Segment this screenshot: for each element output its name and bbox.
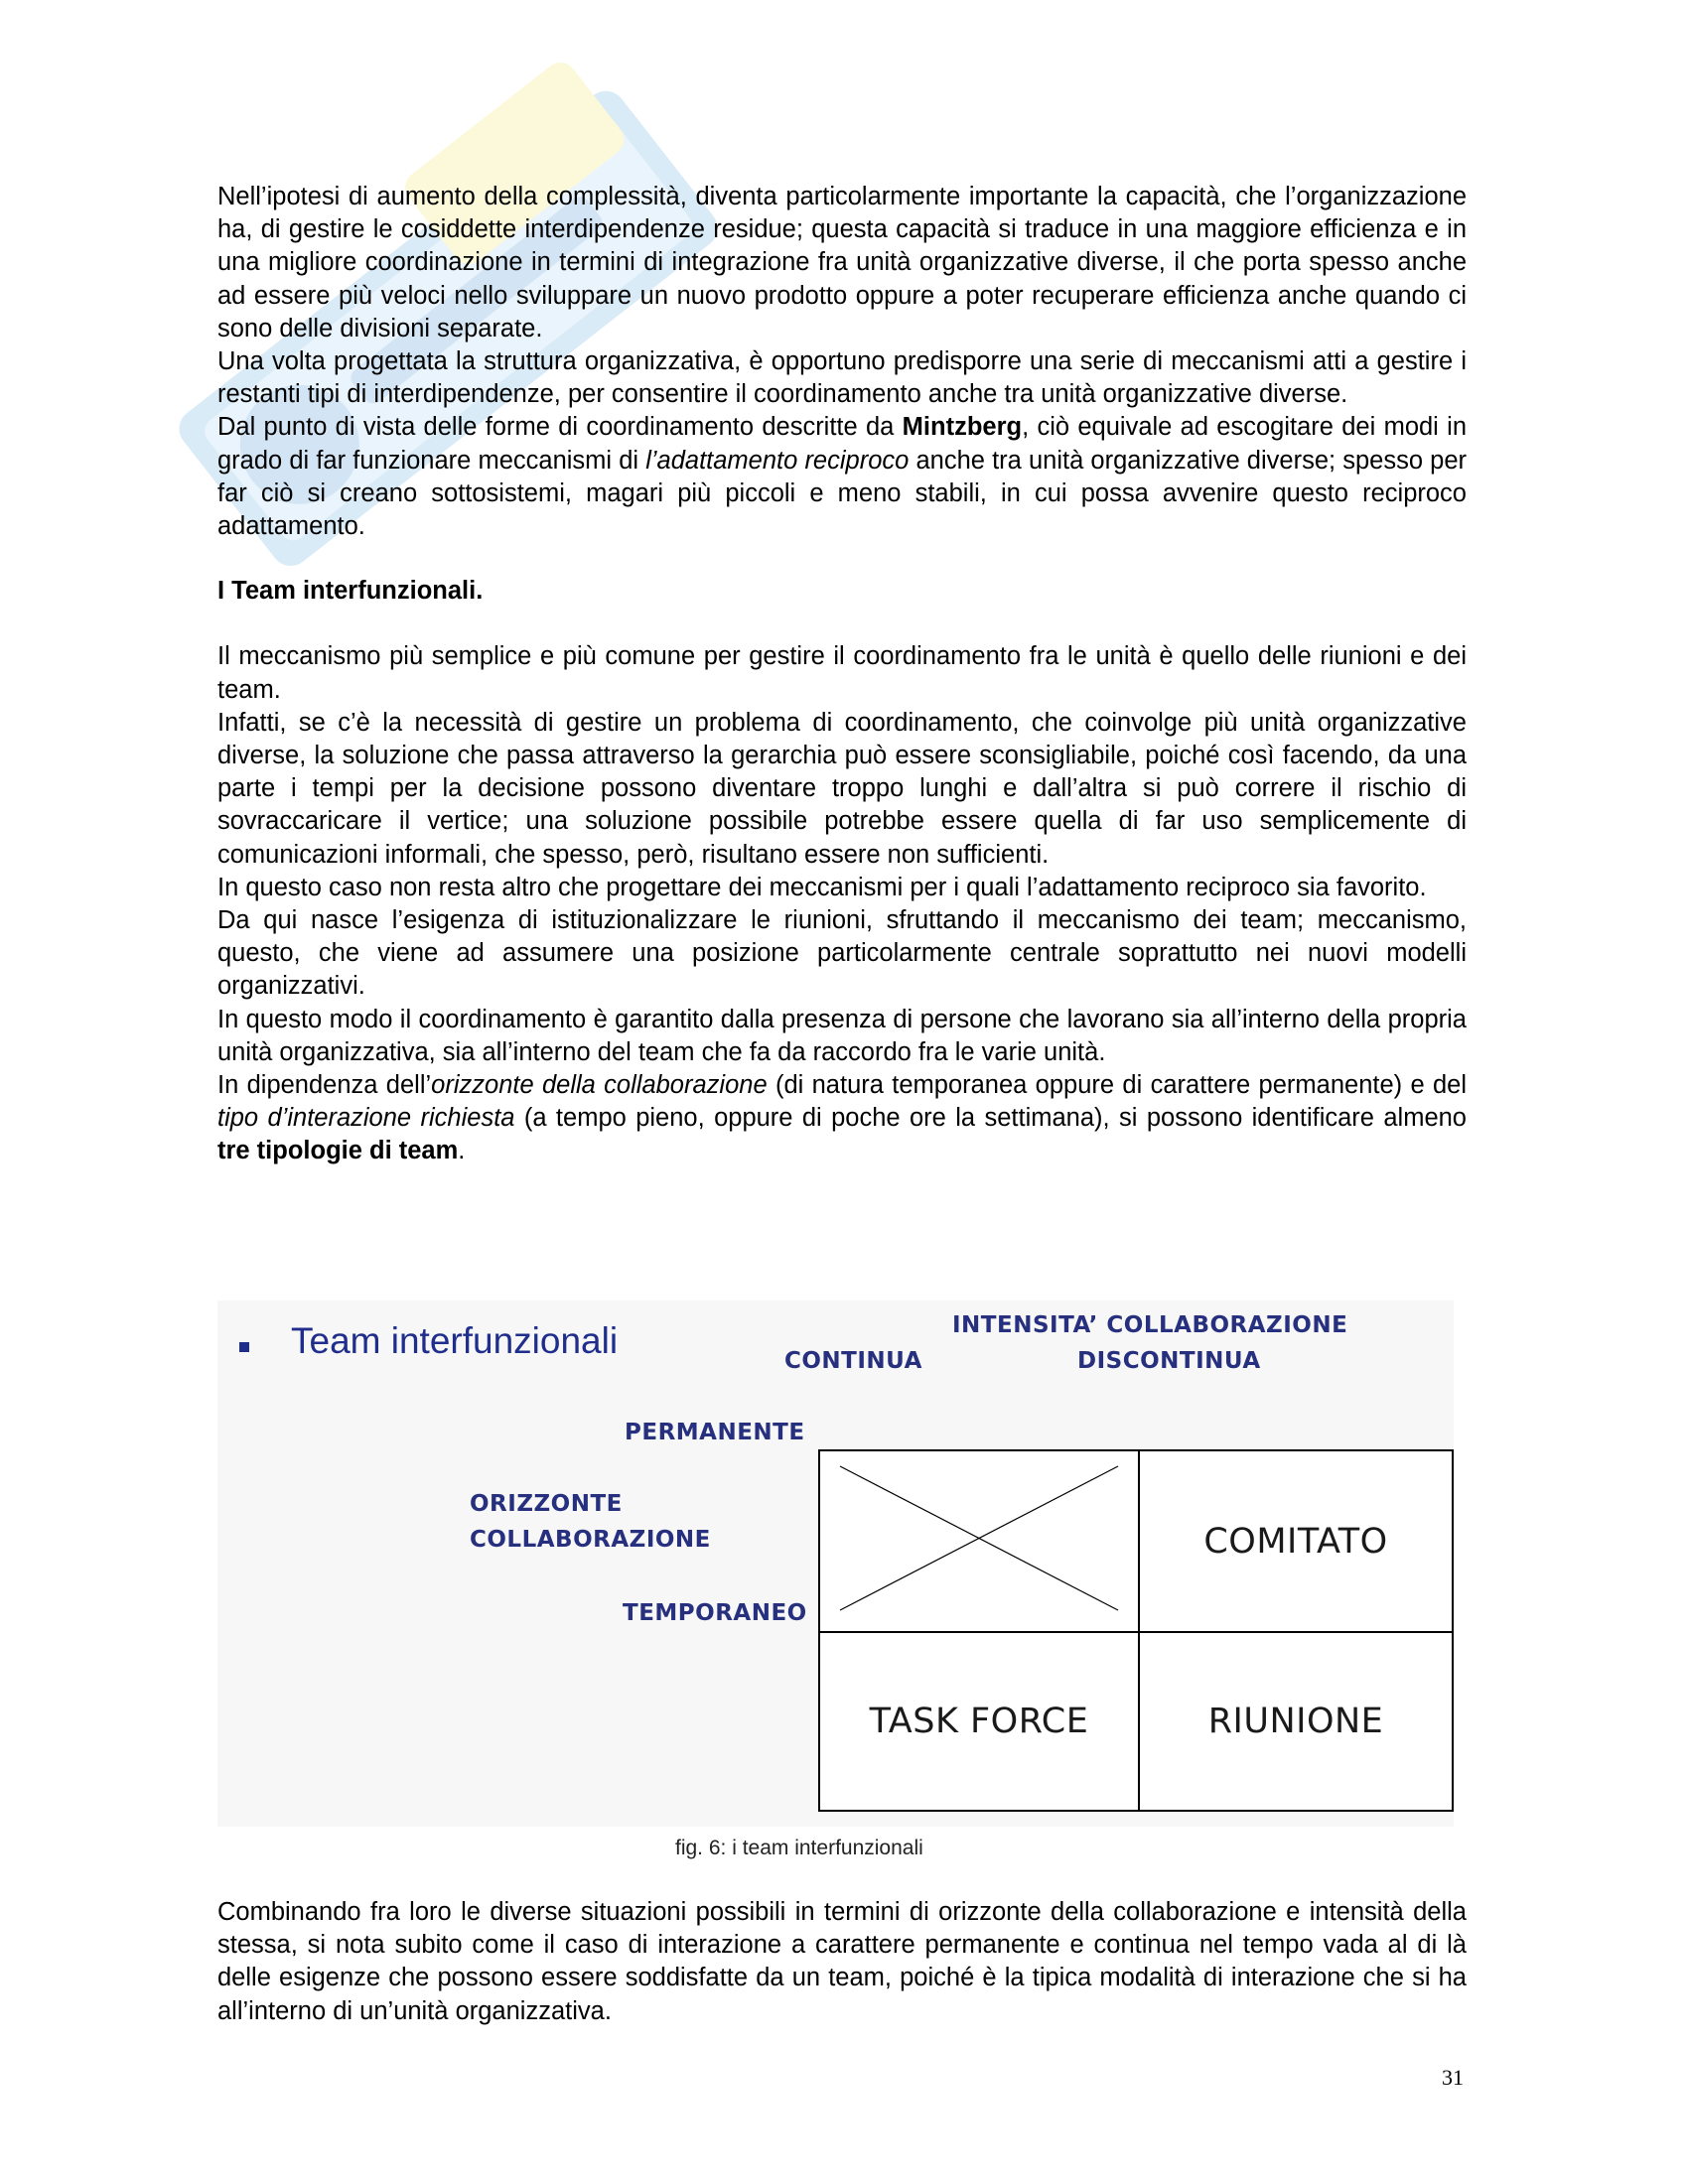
bold-mintzberg: Mintzberg	[902, 413, 1023, 442]
paragraph: In questo caso non resta altro che progettare dei meccanismi per i quali l’adattamento reciproco sia favorito.	[217, 873, 1427, 901]
cell-riunione: RIUNIONE	[1138, 1631, 1454, 1812]
bullet-icon	[239, 1342, 249, 1352]
paragraph: In questo modo il coordinamento è garantito dalla presenza di persone che lavorano sia all’interno della propria unità organizzativa, sia all’interno del team che fa da raccordo fra le varie unità.	[217, 1005, 1467, 1066]
paragraph: Una volta progettata la struttura organizzativa, è opportuno predisporre una serie di meccanismi atti a gestire i restanti tipi di interdipendenze, per consentire il coordinamento anche tra unità organizzative diverse.	[217, 347, 1467, 409]
document-body	[217, 181, 1467, 1168]
orizzonte-label: ORIZZONTE	[470, 1491, 623, 1517]
temporaneo-label: TEMPORANEO	[623, 1600, 807, 1626]
paragraph-mintzberg: Dal punto di vista delle forme di coordinamento descritte da Mintzberg, ciò equivale ad escogitare dei modi in grado di far funzionare meccanismi di l’adattamento reciproco anche tra unità organizzative diverse; spesso per far ciò si creano sottosistemi, magari più piccoli e meno stabili, in cui possa avvenire questo reciproco adattamento.	[217, 413, 1468, 541]
paragraph: Nell’ipotesi di aumento della complessità, diventa particolarmente importante la capacità, che l’organizzazione ha, di gestire le cosiddette interdipendenze residue; questa capacità si traduce in una maggiore efficienza e in una migliore coordinazione in termini di integrazione fra unità organizzative diverse, il che porta spesso anche ad essere più veloci nello sviluppare un nuovo prodotto oppure a poter recuperare efficienza anche quando ci sono delle divisioni separate.	[217, 183, 1467, 342]
section-heading: I Team interfunzionali.	[217, 577, 484, 606]
paragraph: Infatti, se c’è la necessità di gestire un problema di coordinamento, che coinvolge più unità organizzative diverse, la soluzione che passa attraverso la gerarchia può essere sconsigliabile, poiché così facendo, da una parte i tempi per la decisione possono diventare troppo lunghi e dall’altra si può correre il rischio di sovraccaricare il vertice; una soluzione possibile potrebbe essere quella di far uso semplicemente di comunicazioni informali, che spesso, però, risultano essere non sufficienti.	[217, 708, 1467, 869]
figure-caption: fig. 6: i team interfunzionali	[675, 1837, 923, 1859]
italic-adattamento: l’adattamento reciproco	[645, 446, 910, 475]
intensity-label: INTENSITA’ COLLABORAZIONE	[952, 1312, 1348, 1338]
paragraph: Da qui nasce l’esigenza di istituzionalizzare le riunioni, sfruttando il meccanismo dei team; meccanismo, questo, che viene ad assumere una posizione particolarmente centrale soprattutto nei nuovi modelli organizzativi.	[217, 906, 1467, 1001]
discontinua-label: DISCONTINUA	[1077, 1348, 1261, 1374]
paragraph: Il meccanismo più semplice e più comune per gestire il coordinamento fra le unità è quello delle riunioni e dei team.	[217, 642, 1467, 704]
matrix-grid	[818, 1449, 1454, 1812]
continua-label: CONTINUA	[784, 1348, 922, 1374]
cell-task-force: TASK FORCE	[818, 1631, 1140, 1812]
page-number: 31	[1442, 2065, 1464, 2090]
cell-crossed	[818, 1449, 1140, 1633]
collaborazione-label: COLLABORAZIONE	[470, 1527, 711, 1553]
paragraph: Combinando fra loro le diverse situazioni possibili in termini di orizzonte della collaborazione e intensità della stessa, si nota subito come il caso di interazione a carattere permanente e continua nel tempo vada al di là delle esigenze che possono essere soddisfatte da un team, poiché è la tipica modalità di interazione che si ha all’interno di un’unità organizzativa.	[217, 1898, 1467, 2025]
team-matrix-figure	[217, 1300, 1454, 1827]
cross-icon	[820, 1451, 1142, 1635]
cell-comitato: COMITATO	[1138, 1449, 1454, 1633]
permanente-label: PERMANENTE	[625, 1420, 805, 1445]
paragraph-tipologie: In dipendenza dell’orizzonte della collaborazione (di natura temporanea oppure di carattere permanente) e del tipo d’interazione richiesta (a tempo pieno, oppure di poche ore la settimana), si possono identificare almeno tre tipologie di team.	[217, 1071, 1468, 1165]
document-body-continued	[217, 1896, 1467, 2028]
figure-title: Team interfunzionali	[291, 1320, 619, 1361]
